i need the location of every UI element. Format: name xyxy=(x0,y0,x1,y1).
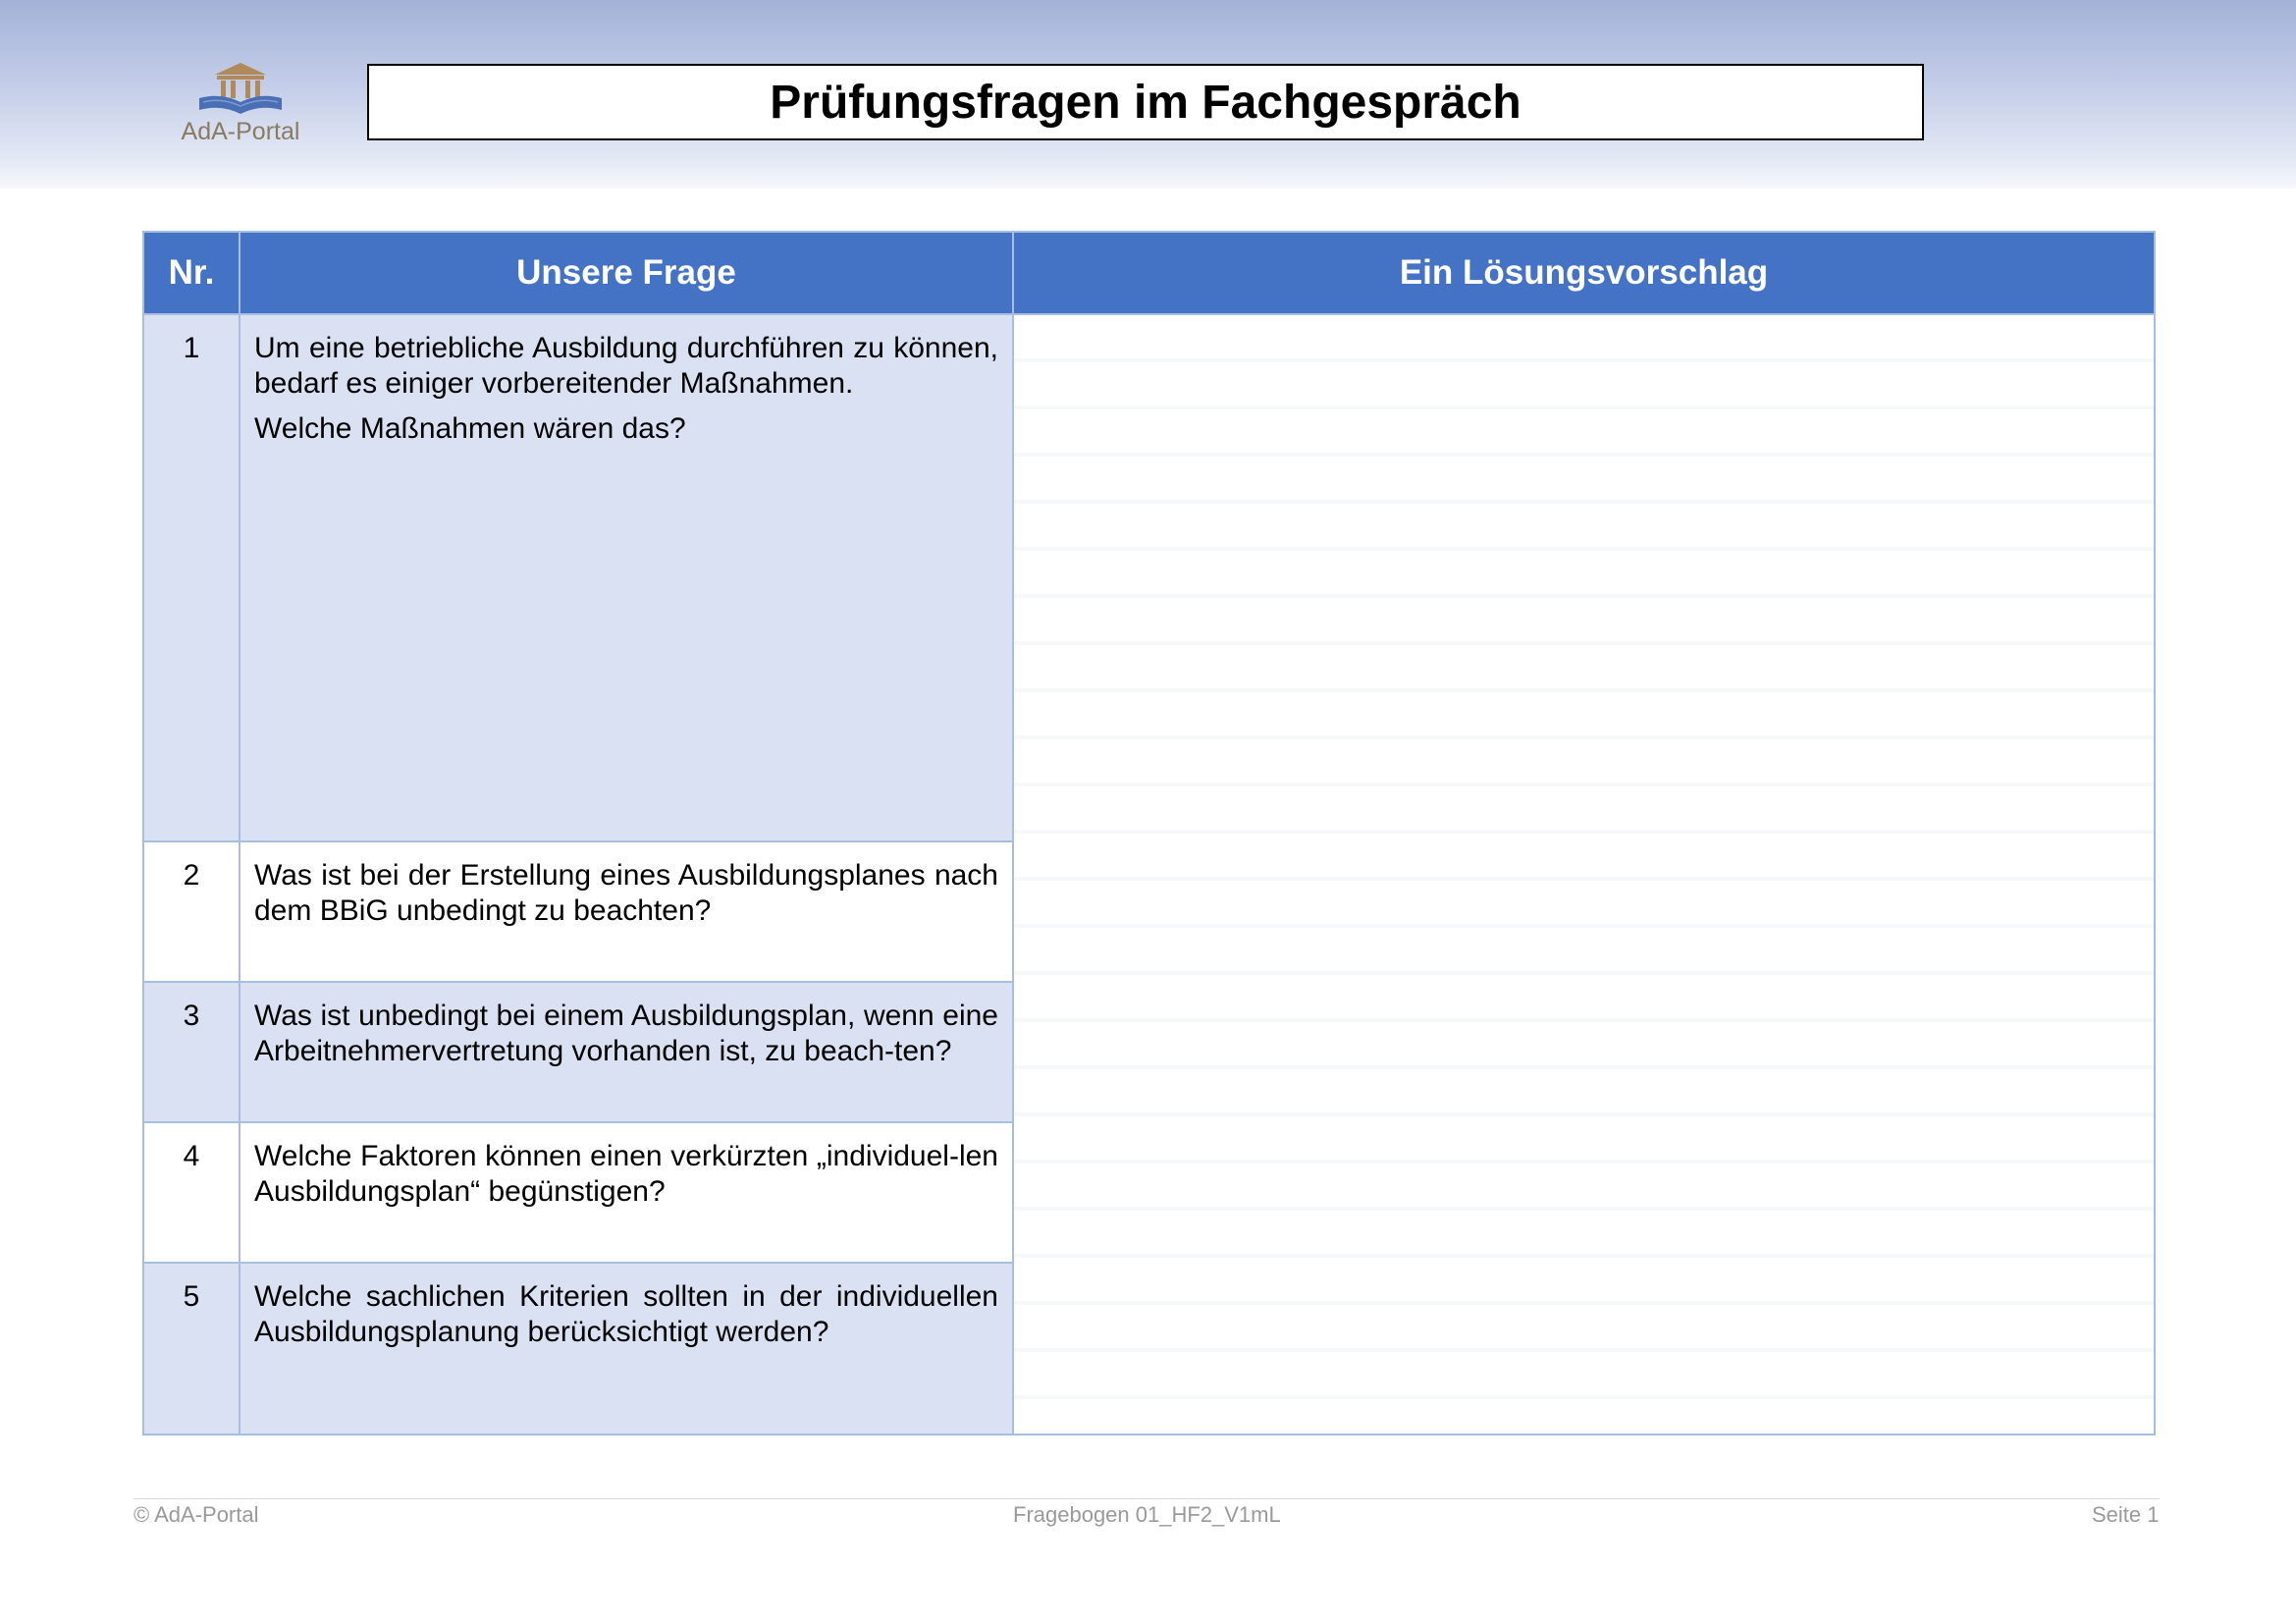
question-text: Welche Maßnahmen wären das? xyxy=(254,412,686,445)
row-number: 5 xyxy=(143,1263,240,1435)
table-row xyxy=(143,314,2155,841)
question-cell xyxy=(240,314,1013,841)
question-cell xyxy=(240,1263,1013,1435)
table-header-row xyxy=(143,232,2155,314)
logo-text: AdA-Portal xyxy=(181,118,300,145)
building-book-icon xyxy=(191,59,290,118)
row-number: 1 xyxy=(143,314,240,841)
question-text: Was ist unbedingt bei einem Ausbildungsplan, wenn eine Arbeitnehmervertretung vorhanden ist, zu beach-ten? xyxy=(254,1000,998,1067)
logo xyxy=(162,59,319,149)
footer-page-number: Seite 1 xyxy=(2092,1502,2160,1527)
footer-document-id: Fragebogen 01_HF2_V1mL xyxy=(1013,1502,1281,1527)
header-nr: Nr. xyxy=(143,232,240,314)
header-frage: Unsere Frage xyxy=(240,232,1013,314)
answer-cell-hidden xyxy=(1013,314,2155,1435)
question-cell xyxy=(240,841,1013,982)
question-text: Was ist bei der Erstellung eines Ausbildungsplanes nach dem BBiG unbedingt zu beachten? xyxy=(254,859,998,927)
question-cell xyxy=(240,1122,1013,1263)
footer-divider xyxy=(133,1498,2160,1499)
header-loesung: Ein Lösungsvorschlag xyxy=(1013,232,2155,314)
row-number: 2 xyxy=(143,841,240,982)
page-title: Prüfungsfragen im Fachgespräch xyxy=(770,76,1522,129)
footer-copyright: © AdA-Portal xyxy=(133,1502,259,1527)
question-text: Welche Faktoren können einen verkürzten „individuel-len Ausbildungsplan“ begünstigen? xyxy=(254,1140,998,1208)
answer-placeholder xyxy=(1014,315,2154,1434)
title-box xyxy=(367,64,1924,140)
question-text: Um eine betriebliche Ausbildung durchführen zu können, bedarf es einiger vorbereitender Maßnahmen. xyxy=(254,332,998,400)
question-cell xyxy=(240,982,1013,1122)
question-table xyxy=(142,231,2156,1435)
row-number: 4 xyxy=(143,1122,240,1263)
question-text: Welche sachlichen Kriterien sollten in der individuellen Ausbildungsplanung berücksichtigt werden? xyxy=(254,1280,998,1348)
row-number: 3 xyxy=(143,982,240,1122)
